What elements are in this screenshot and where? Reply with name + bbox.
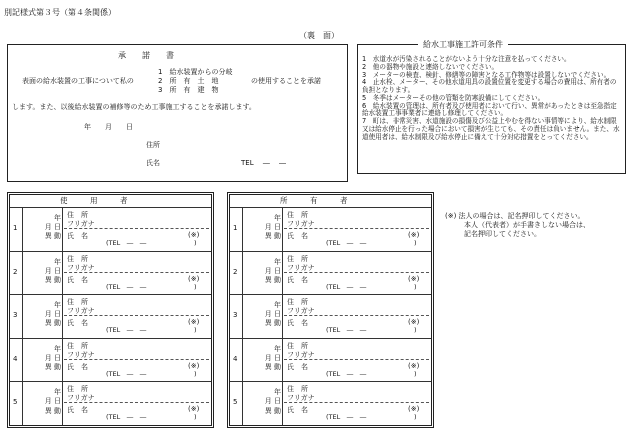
side-label: （裏 面） [299,31,339,40]
furigana-label: フリガナ [67,307,95,316]
seal-label: (※) [408,318,420,327]
tel-label: (TEL ― ― [326,413,367,422]
note-line1: (※) 法人の場合は、記名押印してください。 [445,212,585,220]
furigana-label: フリガナ [67,220,95,228]
name-label: 氏 名 [287,319,308,328]
form-number: 別記様式第３号（第４条関係） [4,8,116,17]
condition-item: 6 給水装置の管理は、所有者及び使用者において行い、異常があったときは至急指定給水装置工事事業者に連絡し修理してください。 [362,101,617,118]
change-label: 異 動 [264,275,281,284]
tel-close: ) [194,413,197,422]
year-label: 年 月 日 [264,214,281,232]
change-label: 異 動 [44,275,61,284]
pledge-box [7,44,348,182]
change-label: 異 動 [264,406,281,415]
tel-label: (TEL ― ― [326,282,367,291]
users-title: 使 用 者 [60,196,128,205]
year-label: 年 月 日 [264,388,281,406]
furigana-label: フリガナ [287,307,315,316]
condition-item: 5 冬季はメーターその他の管類を防寒設備にしてください。 [362,93,545,102]
change-label: 異 動 [44,319,61,328]
pledge-suffix: の使用することを承諾 [251,77,321,85]
tel-label: (TEL ― ― [326,326,367,335]
seal-label: (※) [188,405,200,414]
table-row [10,207,211,251]
name-label: 氏 名 [287,362,308,371]
pledge-name-label: 氏名 [146,159,160,167]
row-number: 5 [13,398,18,407]
note-line3: 記名押印してください。 [464,230,541,238]
furigana-label: フリガナ [67,350,95,359]
pledge-title: 承 諾 書 [118,51,174,60]
furigana-label: フリガナ [287,263,315,272]
furigana-label: フリガナ [287,394,315,403]
row-date-change [247,301,281,328]
furigana-label: フリガナ [287,220,315,228]
table-row [230,381,431,425]
name-label: 氏 名 [67,275,88,284]
seal-label: (※) [188,361,200,370]
tel-label: (TEL ― ― [106,326,147,335]
owners-table [227,192,434,428]
year-label: 年 月 日 [44,257,61,275]
table-row [230,207,431,251]
name-label: 氏 名 [67,232,88,240]
tel-close: ) [414,413,417,422]
conditions-box [357,40,626,174]
change-label: 異 動 [44,362,61,371]
seal-label: (※) [408,231,420,239]
note-line2: 本人（代表者）が手書きしない場合は、 [464,221,590,229]
row-date-change [247,258,281,285]
seal-label: (※) [188,274,200,283]
seal-label: (※) [188,231,200,239]
condition-item: 7 町は、非常災害、水道施設の損傷及び公益上やむを得ない事情等により、給水制限又は給水停止を行った場合において損害が生じても、その責任は負いません。また、水道使用者は、給水制限及び給水停止に備えて十分対応措置をとってください。 [362,117,620,141]
tel-label: (TEL ― ― [106,413,147,422]
seal-label: (※) [408,361,420,370]
option-land: 2 所 有 土 地 [158,77,219,85]
pledge-address-label: 住所 [146,141,160,149]
year-label: 年 月 日 [264,301,281,319]
condition-item: 4 止水栓、メーター、その他水道用具の設置位置を変更する場合の費用は、所有者の負担となります。 [362,78,617,95]
change-label: 異 動 [44,406,61,415]
row-number: 3 [233,311,238,320]
tel-label: (TEL ― ― [326,369,367,378]
table-row [10,251,211,295]
year-label: 年 月 日 [264,257,281,275]
table-row [10,294,211,338]
address-label: 住 所 [67,341,88,350]
year-label: 年 月 日 [44,344,61,362]
row-number: 2 [13,267,18,276]
change-label: 異 動 [264,362,281,371]
row-number: 5 [233,398,238,407]
address-label: 住 所 [287,211,308,219]
condition-item: 1 水道水が汚染されることがないよう十分な注意を払ってください。 [362,55,571,63]
year-label: 年 月 日 [44,301,61,319]
tel-label: (TEL ― ― [106,369,147,378]
row-date-change [27,388,61,415]
tel-close: ) [194,369,197,378]
name-label: 氏 名 [287,232,308,240]
row-number: 4 [233,354,238,363]
table-row [10,338,211,382]
row-date-change [247,388,281,415]
tel-close: ) [414,369,417,378]
furigana-label: フリガナ [67,263,95,272]
row-number: 2 [233,267,238,276]
tel-close: ) [414,326,417,335]
name-label: 氏 名 [67,319,88,328]
change-label: 異 動 [44,232,61,241]
seal-label: (※) [408,405,420,414]
tel-label: (TEL ― ― [106,282,147,291]
address-label: 住 所 [287,254,308,263]
address-label: 住 所 [67,211,88,219]
users-table [7,192,214,428]
owners-title: 所 有 者 [280,196,348,205]
table-row [230,294,431,338]
address-label: 住 所 [67,385,88,394]
name-label: 氏 名 [67,362,88,371]
table-row [230,251,431,295]
option-branch: 1 給水装置からの分岐 [158,68,233,76]
seal-label: (※) [188,318,200,327]
tel-close: ) [414,239,417,247]
condition-item: 3 メーターの検査、検針、修繕等の障害となる工作物等は設置しないでください。 [362,70,611,79]
tel-close: ) [194,239,197,247]
row-date-change [247,214,281,241]
row-date-change [27,301,61,328]
address-label: 住 所 [287,298,308,307]
address-label: 住 所 [287,385,308,394]
seal-label: (※) [408,274,420,283]
row-date-change [27,214,61,241]
tel-close: ) [194,326,197,335]
address-label: 住 所 [67,254,88,263]
row-date-change [27,258,61,285]
year-label: 年 月 日 [44,388,61,406]
row-date-change [27,345,61,372]
change-label: 異 動 [264,232,281,241]
year-label: 年 月 日 [44,214,61,232]
row-number: 1 [13,224,18,232]
address-label: 住 所 [287,341,308,350]
pledge-line2: します。また、以後給水装置の補修等のため工事施工することを承諾します。 [12,103,256,111]
tel-close: ) [414,282,417,291]
year-label: 年 月 日 [264,344,281,362]
row-date-change [247,345,281,372]
row-number: 4 [13,354,18,363]
option-building: 3 所 有 建 物 [158,86,219,94]
tel-close: ) [194,282,197,291]
table-row [230,338,431,382]
name-label: 氏 名 [287,406,308,415]
change-label: 異 動 [264,319,281,328]
address-label: 住 所 [67,298,88,307]
condition-item: 2 他の器物や施設と連絡しないでください。 [362,62,499,71]
tel-label: (TEL ― ― [106,239,147,247]
conditions-title: 給水工事施工許可条件 [418,40,508,49]
pledge-tel-label: TEL ― ― [241,159,287,167]
pledge-prefix: 表面の給水装置の工事について私の [22,77,134,85]
tel-label: (TEL ― ― [326,239,367,247]
row-number: 3 [13,311,18,320]
furigana-label: フリガナ [67,394,95,403]
table-row [10,381,211,425]
name-label: 氏 名 [287,275,308,284]
conditions-list [362,56,621,141]
furigana-label: フリガナ [287,350,315,359]
row-number: 1 [233,224,238,232]
pledge-date: 年 月 日 [84,123,133,131]
name-label: 氏 名 [67,406,88,415]
